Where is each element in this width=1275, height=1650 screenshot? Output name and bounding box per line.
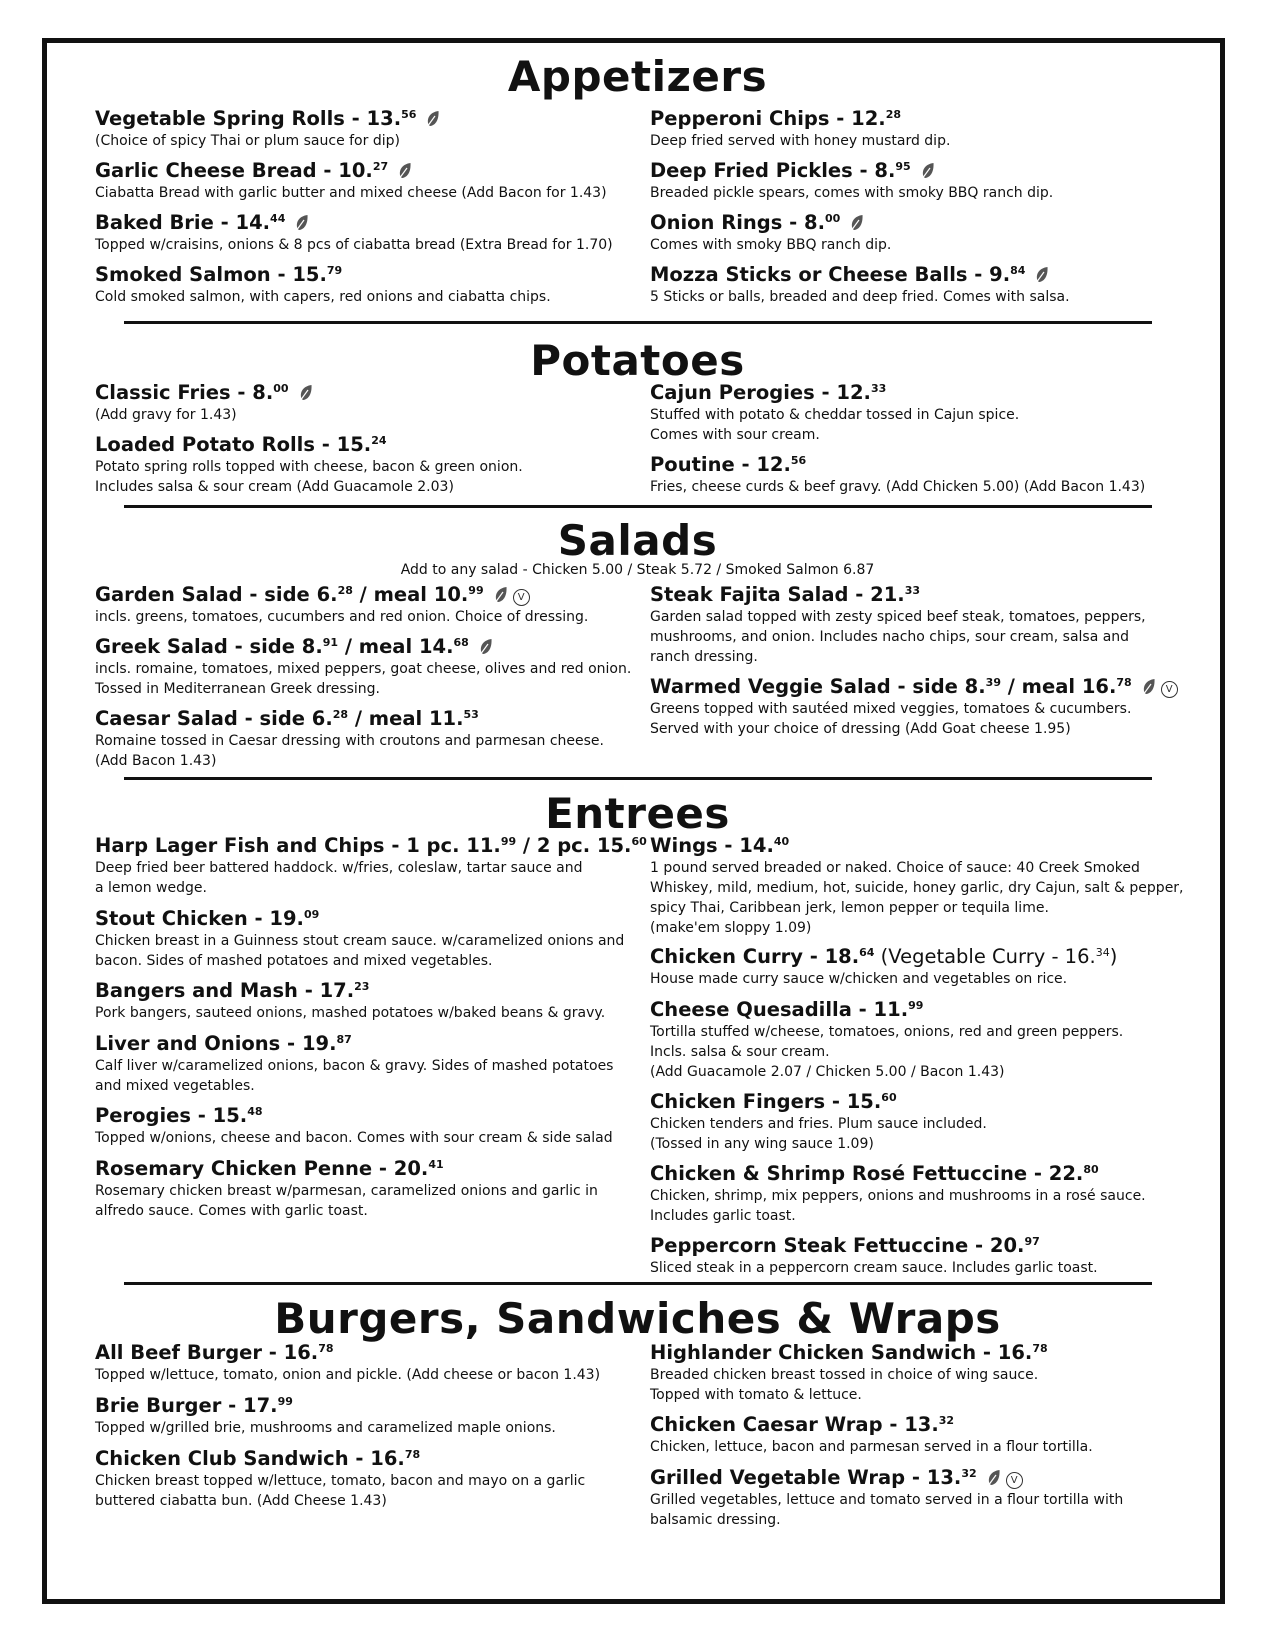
menu-item: Chicken Curry - 18.64 (Vegetable Curry - 16.34) House made curry sauce w/chicken and vegetables on rice. xyxy=(650,945,1118,987)
menu-item: All Beef Burger - 16.78 Topped w/lettuce, tomato, onion and pickle. (Add cheese or bacon 1.43) xyxy=(95,1341,601,1383)
salads-addon-note: Add to any salad - Chicken 5.00 / Steak 5.72 / Smoked Salmon 6.87 xyxy=(400,562,875,578)
menu-item: Highlander Chicken Sandwich - 16.78 Breaded chicken breast tossed in choice of wing sauce. Topped with tomato & lettuce. xyxy=(650,1341,1048,1403)
menu-item: Warmed Veggie Salad - side 8.39 / meal 16.78V Greens topped with sautéed mixed veggies, tomatoes & cucumbers. Served with your choice of dressing (Add Goat cheese 1.95) xyxy=(650,675,1230,739)
menu-item: Garden Salad - side 6.28 / meal 10.99V incls. greens, tomatoes, cucumbers and red onion. Choice of dressing. xyxy=(95,583,589,625)
vegan-icon: V xyxy=(1161,681,1178,698)
leaf-icon xyxy=(426,110,440,128)
section-title-appetizers: Appetizers xyxy=(507,52,768,101)
section-title-entrees: Entrees xyxy=(545,789,730,838)
section-title-salads: Salads xyxy=(557,516,718,565)
section-title-potatoes: Potatoes xyxy=(530,336,745,385)
menu-item: Deep Fried Pickles - 8.95 Breaded pickle spears, comes with smoky BBQ ranch dip. xyxy=(650,159,1054,201)
leaf-icon xyxy=(1142,678,1156,696)
leaf-icon xyxy=(299,384,313,402)
section-divider xyxy=(124,321,1152,324)
vegan-icon: V xyxy=(1006,1472,1023,1489)
menu-item: Bangers and Mash - 17.23 Pork bangers, sauteed onions, mashed potatoes w/baked beans & gravy. xyxy=(95,979,606,1021)
leaf-icon xyxy=(295,214,309,232)
menu-item: Rosemary Chicken Penne - 20.41 Rosemary chicken breast w/parmesan, caramelized onions and garlic in alfredo sauce. Comes with garlic toast. xyxy=(95,1157,598,1219)
menu-item: Stout Chicken - 19.09 Chicken breast in a Guinness stout cream sauce. w/caramelized onions and bacon. Sides of mashed potatoes and mixed vegetables. xyxy=(95,907,625,969)
leaf-icon xyxy=(479,638,493,656)
menu-item: Chicken & Shrimp Rosé Fettuccine - 22.80 Chicken, shrimp, mix peppers, onions and mushrooms in a rosé sauce. Includes garlic toast. xyxy=(650,1162,1146,1224)
menu-item: Chicken Club Sandwich - 16.78 Chicken breast topped w/lettuce, tomato, bacon and mayo on a garlic buttered ciabatta bun. (Add Cheese 1.43) xyxy=(95,1447,586,1509)
menu-item: Pepperoni Chips - 12.28 Deep fried served with honey mustard dip. xyxy=(650,107,951,149)
menu-item: Vegetable Spring Rolls - 13.56 (Choice of spicy Thai or plum sauce for dip) xyxy=(95,107,675,151)
section-divider xyxy=(124,1282,1152,1285)
menu-item: Baked Brie - 14.44 Topped w/craisins, onions & 8 pcs of ciabatta bread (Extra Bread for 1.70) xyxy=(95,211,613,253)
menu-item: Classic Fries - 8.00 (Add gravy for 1.43) xyxy=(95,381,675,425)
menu-item: Caesar Salad - side 6.28 / meal 11.53 Romaine tossed in Caesar dressing with croutons and parmesan cheese. (Add Bacon 1.43) xyxy=(95,707,604,769)
menu-item: Poutine - 12.56 Fries, cheese curds & beef gravy. (Add Chicken 5.00) (Add Bacon 1.43) xyxy=(650,453,1146,495)
menu-item: Wings - 14.40 1 pound served breaded or naked. Choice of sauce: 40 Creek Smoked Whiskey, mild, medium, hot, suicide, honey garlic, dry Cajun, salt & pepper, spicy Thai, Caribbean jerk, lemon pepper or tequila lime. (make'em sloppy 1.09) xyxy=(650,834,1184,936)
menu-item: Steak Fajita Salad - 21.33 Garden salad topped with zesty spiced beef steak, tomatoes, peppers, mushrooms, and onion. Includes nacho chips, sour cream, salsa and ranch dressing. xyxy=(650,583,1146,665)
section-divider xyxy=(124,505,1152,508)
leaf-icon xyxy=(1035,266,1049,284)
menu-item: Chicken Caesar Wrap - 13.32 Chicken, lettuce, bacon and parmesan served in a flour tortilla. xyxy=(650,1413,1093,1455)
menu-item: Smoked Salmon - 15.79 Cold smoked salmon, with capers, red onions and ciabatta chips. xyxy=(95,263,551,305)
section-divider xyxy=(124,777,1152,780)
section-title-burgers: Burgers, Sandwiches & Wraps xyxy=(274,1294,1001,1343)
menu-item: Loaded Potato Rolls - 15.24 Potato spring rolls topped with cheese, bacon & green onion. Includes salsa & sour cream (Add Guacamole 2.03) xyxy=(95,433,523,495)
menu-item: Harp Lager Fish and Chips - 1 pc. 11.99 / 2 pc. 15.60 Deep fried beer battered haddock. w/fries, coleslaw, tartar sauce and a lemon wedge. xyxy=(95,834,647,896)
menu-item: Peppercorn Steak Fettuccine - 20.97 Sliced steak in a peppercorn cream sauce. Includes garlic toast. xyxy=(650,1234,1098,1276)
leaf-icon xyxy=(850,214,864,232)
menu-item: Perogies - 15.48 Topped w/onions, cheese and bacon. Comes with sour cream & side salad xyxy=(95,1104,613,1146)
menu-item: Garlic Cheese Bread - 10.27 Ciabatta Bread with garlic butter and mixed cheese (Add Bacon for 1.43) xyxy=(95,159,607,201)
menu-item: Onion Rings - 8.00 Comes with smoky BBQ ranch dip. xyxy=(650,211,892,253)
vegan-icon: V xyxy=(513,589,530,606)
menu-item: Liver and Onions - 19.87 Calf liver w/caramelized onions, bacon & gravy. Sides of mashed potatoes and mixed vegetables. xyxy=(95,1032,614,1094)
leaf-icon xyxy=(921,162,935,180)
menu-item: Chicken Fingers - 15.60 Chicken tenders and fries. Plum sauce included. (Tossed in any wing sauce 1.09) xyxy=(650,1090,987,1152)
menu-item: Grilled Vegetable Wrap - 13.32V Grilled vegetables, lettuce and tomato served in a flour tortilla with balsamic dressing. xyxy=(650,1466,1124,1528)
menu-item: Greek Salad - side 8.91 / meal 14.68 incls. romaine, tomatoes, mixed peppers, goat cheese, olives and red onion. Tossed in Mediterranean Greek dressing. xyxy=(95,635,632,697)
menu-item: Mozza Sticks or Cheese Balls - 9.84 5 Sticks or balls, breaded and deep fried. Comes with salsa. xyxy=(650,263,1070,305)
menu-item: Brie Burger - 17.99 Topped w/grilled brie, mushrooms and caramelized maple onions. xyxy=(95,1394,556,1436)
menu-item: Cheese Quesadilla - 11.99 Tortilla stuffed w/cheese, tomatoes, onions, red and green peppers. Incls. salsa & sour cream. (Add Guacamole 2.07 / Chicken 5.00 / Bacon 1.43) xyxy=(650,998,1124,1080)
leaf-icon xyxy=(494,586,508,604)
menu-item: Cajun Perogies - 12.33 Stuffed with potato & cheddar tossed in Cajun spice. Comes with sour cream. xyxy=(650,381,1020,443)
leaf-icon xyxy=(398,162,412,180)
leaf-icon xyxy=(987,1469,1001,1487)
